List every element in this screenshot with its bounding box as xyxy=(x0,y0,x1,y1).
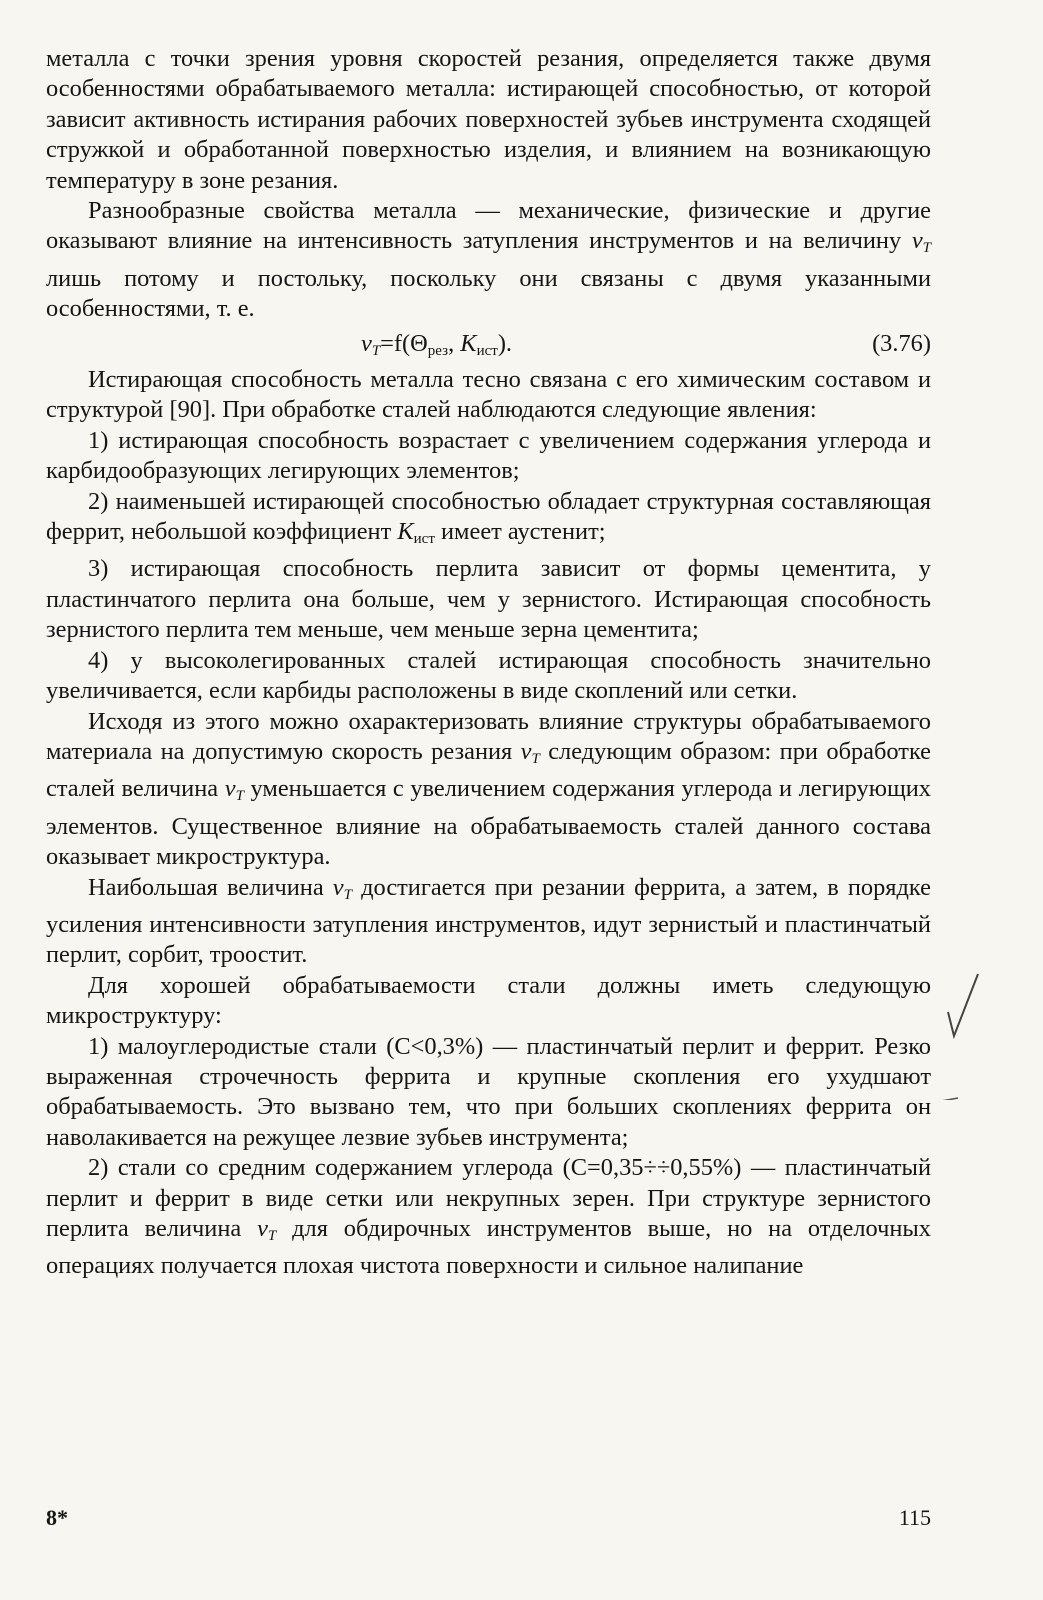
paragraph-text: 4) у высоколегированных сталей истирающая способность значительно увеличивается, если карбиды расположены в виде скоплений или сетки. xyxy=(46,646,931,705)
equation-3-76 xyxy=(46,329,931,359)
list-item xyxy=(46,487,931,555)
formula xyxy=(361,329,512,366)
paragraph-text: Наибольшая величина xyxy=(88,873,333,901)
paragraph xyxy=(46,971,931,1032)
list-item xyxy=(46,1032,931,1154)
formula-comma: , xyxy=(448,329,461,357)
paragraph-text: уменьшается с увеличением содержания углерода и легирующих элементов. Существенное влияние на обрабатываемость сталей данного состава оказывает микроструктура. xyxy=(46,775,931,871)
paragraph-text: 2) стали со средним содержанием углерода (C=0,35÷÷0,55%) — пластинчатый перлит и феррит в виде сетки или некрупных зерен. При структуре зернистого перлита величина xyxy=(46,1154,931,1243)
list-item xyxy=(46,554,931,645)
equation-number: (3.76) xyxy=(872,329,931,357)
formula-v: v xyxy=(361,329,372,357)
paragraph-text: лишь потому и постольку, поскольку они связаны с двумя указанными особенностями, т. е. xyxy=(46,264,931,323)
paragraph-text: 1) истирающая способность возрастает с увеличением содержания углерода и карбидообразующих легирующих элементов; xyxy=(46,426,931,485)
handwritten-checkmark-icon xyxy=(930,960,990,1100)
body-text xyxy=(46,44,931,1282)
formula-eq: =f(Θ xyxy=(380,329,428,357)
formula-k: K xyxy=(460,329,477,357)
paragraph-text: 3) истирающая способность перлита зависит от формы цементита, у пластинчатого перлита она больше, чем у зернистого. Истирающая способность зернистого перлита тем меньше, чем меньше зерна цементита; xyxy=(46,555,931,644)
symbol-subscript-t: T xyxy=(267,1228,277,1245)
symbol-k: K xyxy=(397,518,414,546)
list-item xyxy=(46,646,931,707)
formula-sub-t: T xyxy=(371,342,381,359)
paragraph-text: следующим образом: при обработке сталей величина xyxy=(46,737,932,803)
formula-sub-ist: ист xyxy=(476,342,498,359)
symbol-v: v xyxy=(520,737,532,765)
symbol-v: v xyxy=(332,873,344,901)
paragraph-text: Для хорошей обрабатываемости стали должны иметь следующую микроструктуру: xyxy=(46,971,931,1030)
symbol-subscript-t: T xyxy=(343,886,352,903)
paragraph xyxy=(46,365,931,426)
paragraph-text: для обдирочных инструментов выше, но на отделочных операциях получается плохая чистота поверхности и сильное налипание xyxy=(46,1215,931,1280)
symbol-subscript-t: T xyxy=(922,240,931,257)
symbol-v: v xyxy=(224,775,236,803)
paragraph-text: достигается при резании феррита, а затем, в порядке усиления интенсивности затупления инструментов, идут зернистый и пластинчатый перлит, сорбит, троостит. xyxy=(46,873,931,969)
paragraph-text: металла с точки зрения уровня скоростей резания, определяется также двумя особенностями обрабатываемого металла: истирающей способностью, от которой зависит активность истирания рабочих поверхностей зубьев инструмента сходящей стружкой и обработанной поверхностью изделия, и влиянием на возникающую температуру в зоне резания. xyxy=(46,45,931,194)
list-item xyxy=(46,426,931,487)
page-number: 115 xyxy=(898,1505,931,1530)
signature-mark: 8* xyxy=(46,1505,68,1530)
formula-sub-rez: рез xyxy=(427,342,449,359)
page-footer xyxy=(46,1505,931,1535)
paragraph xyxy=(46,707,931,873)
symbol-v: v xyxy=(911,227,923,255)
paragraph xyxy=(46,196,931,325)
symbol-subscript-t: T xyxy=(531,750,540,767)
paragraph-text: имеет аустенит; xyxy=(434,518,606,546)
symbol-v: v xyxy=(257,1215,268,1243)
paragraph-text: Исходя из этого можно охарактеризовать влияние структуры обрабатываемого материала на допустимую скорость резания xyxy=(46,707,931,765)
symbol-subscript-ist: ист xyxy=(413,531,435,548)
paragraph-text: 2) наименьшей истирающей способностью обладает структурная составляющая феррит, небольшой коэффициент xyxy=(46,487,931,546)
formula-close: ). xyxy=(497,329,513,357)
list-item xyxy=(46,1153,931,1282)
paragraph-text: Разнообразные свойства металла — механические, физические и другие оказывают влияние на интенсивность затупления инструментов и на величину xyxy=(46,197,931,255)
paragraph-text: 1) малоуглеродистые стали (C<0,3%) — пластинчатый перлит и феррит. Резко выраженная строчечность феррита и крупные скопления его ухудшают обрабатываемость. Это вызвано тем, что при больших скоплениях феррита он наволакивается на режущее лезвие зубьев инструмента; xyxy=(46,1032,931,1151)
symbol-subscript-t: T xyxy=(235,788,244,805)
paragraph xyxy=(46,873,931,971)
paragraph-text: Истирающая способность металла тесно связана с его химическим составом и структурой [90]. При обработке сталей наблюдаются следующие явления: xyxy=(46,366,931,424)
paragraph xyxy=(46,44,931,196)
